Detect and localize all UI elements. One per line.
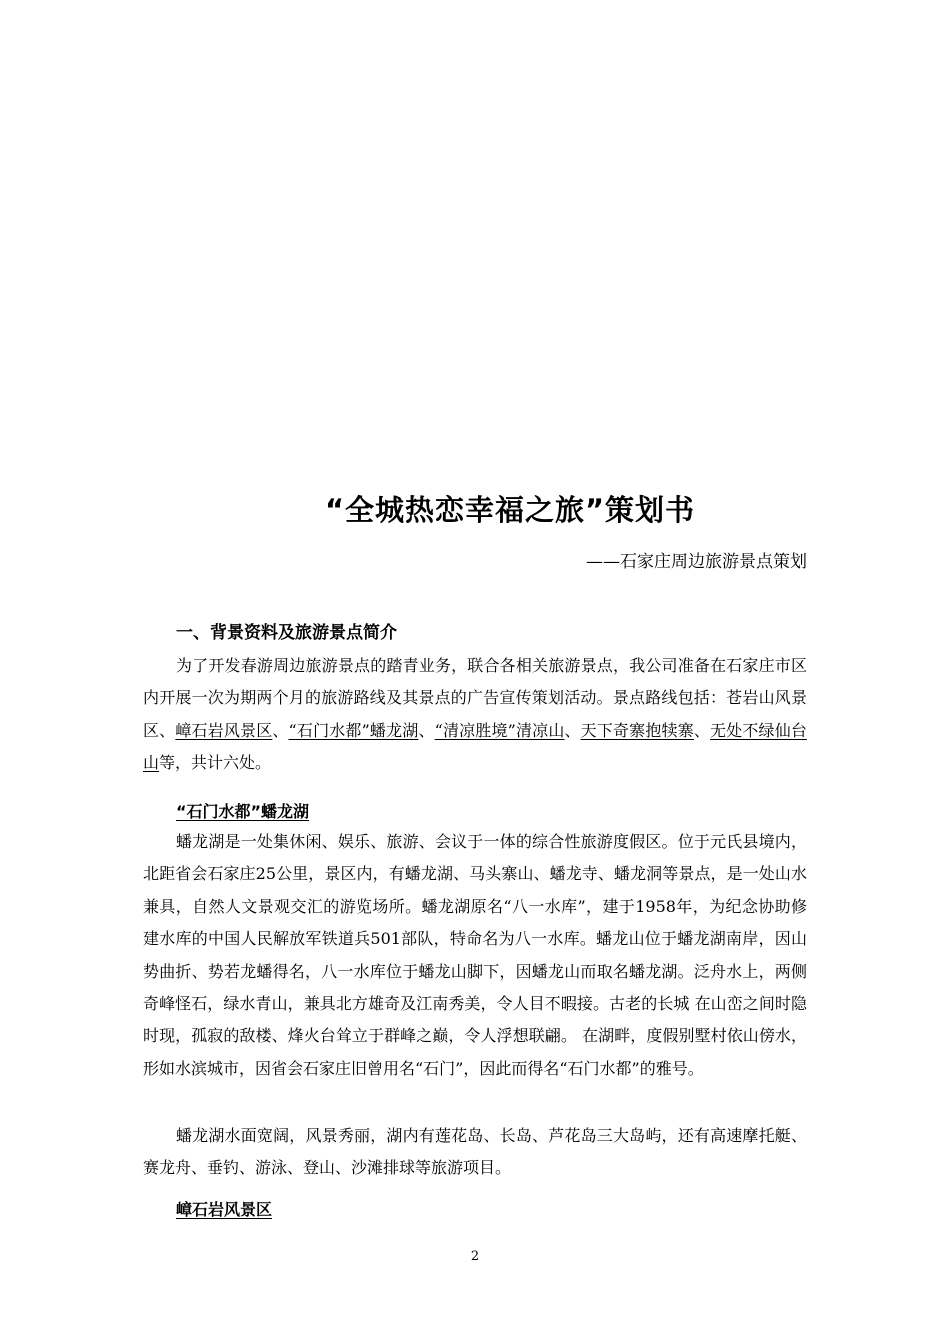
document-title: “全城热恋幸福之旅”策划书 [324, 493, 696, 527]
panlonghu-paragraph-2: 蟠龙湖水面宽阔，风景秀丽，湖内有莲花岛、长岛、芦花岛三大岛屿，还有高速摩托艇、赛龙舟、垂钓、游泳、登山、沙滩排球等旅游项目。 [143, 1126, 807, 1178]
subheading-zhangshiyan: 嶂石岩风景区 [176, 1200, 273, 1219]
separator: 、 [272, 720, 289, 740]
separator: 、 [564, 720, 581, 740]
link-xiantaishan[interactable]: 无处不绿仙台山 [143, 720, 807, 773]
panlonghu-paragraph-1: 蟠龙湖是一处集休闲、娱乐、旅游、会议于一体的综合性旅游度假区。位于元氏县境内，北距省会石家庄25公里，景区内，有蟠龙湖、马头寨山、蟠龙寺、蟠龙洞等景点，是一处山水兼具，自然人文景观交汇的游览场所。蟠龙湖原名“八一水库”，建于1958年，为纪念协助修建水库的中国人民解放军铁道兵501部队，特命名为八一水库。蟠龙山位于蟠龙湖南岸，因山势曲折、势若龙蟠得名，八一水库位于蟠龙山脚下，因蟠龙山而取名蟠龙湖。泛舟水上，两侧奇峰怪石，绿水青山，兼具北方雄奇及江南秀美，令人目不暇接。古老的长城 在山峦之间时隐时现，孤寂的敌楼、烽火台耸立于群峰之巅，令人浮想联翩。 在湖畔，度假别墅村依山傍水，形如水滨城市，因省会石家庄旧曾用名“石门”，因此而得名“石门水都”的雅号。 [143, 832, 807, 1078]
section-heading-background: 一、背景资料及旅游景点简介 [176, 623, 397, 643]
link-panlonghu[interactable]: “石门水都”蟠龙湖 [288, 720, 419, 740]
intro-tail: 等，共计六处。 [159, 753, 272, 773]
link-zhangshiyan[interactable]: 嶂石岩风景区 [175, 720, 273, 740]
document-subtitle: ——石家庄周边旅游景点策划 [586, 552, 807, 572]
link-qingliangshan[interactable]: “清凉胜境”清凉山 [434, 720, 565, 740]
subheading-panlonghu: “石门水都”蟠龙湖 [176, 802, 310, 821]
separator: 、 [418, 720, 435, 740]
link-baoduzhai[interactable]: 天下奇寨抱犊寨 [580, 720, 694, 740]
intro-text: 为了开发春游周边旅游景点的踏青业务，联合各相关旅游景点，我公司准备在石家庄市区内开展一次为期两个月的旅游路线及其景点的广告宣传策划活动。景点路线包括：苍岩山风景区、 [143, 656, 807, 740]
intro-paragraph [143, 650, 807, 780]
page-number: 2 [470, 1249, 480, 1264]
separator: 、 [693, 720, 711, 740]
